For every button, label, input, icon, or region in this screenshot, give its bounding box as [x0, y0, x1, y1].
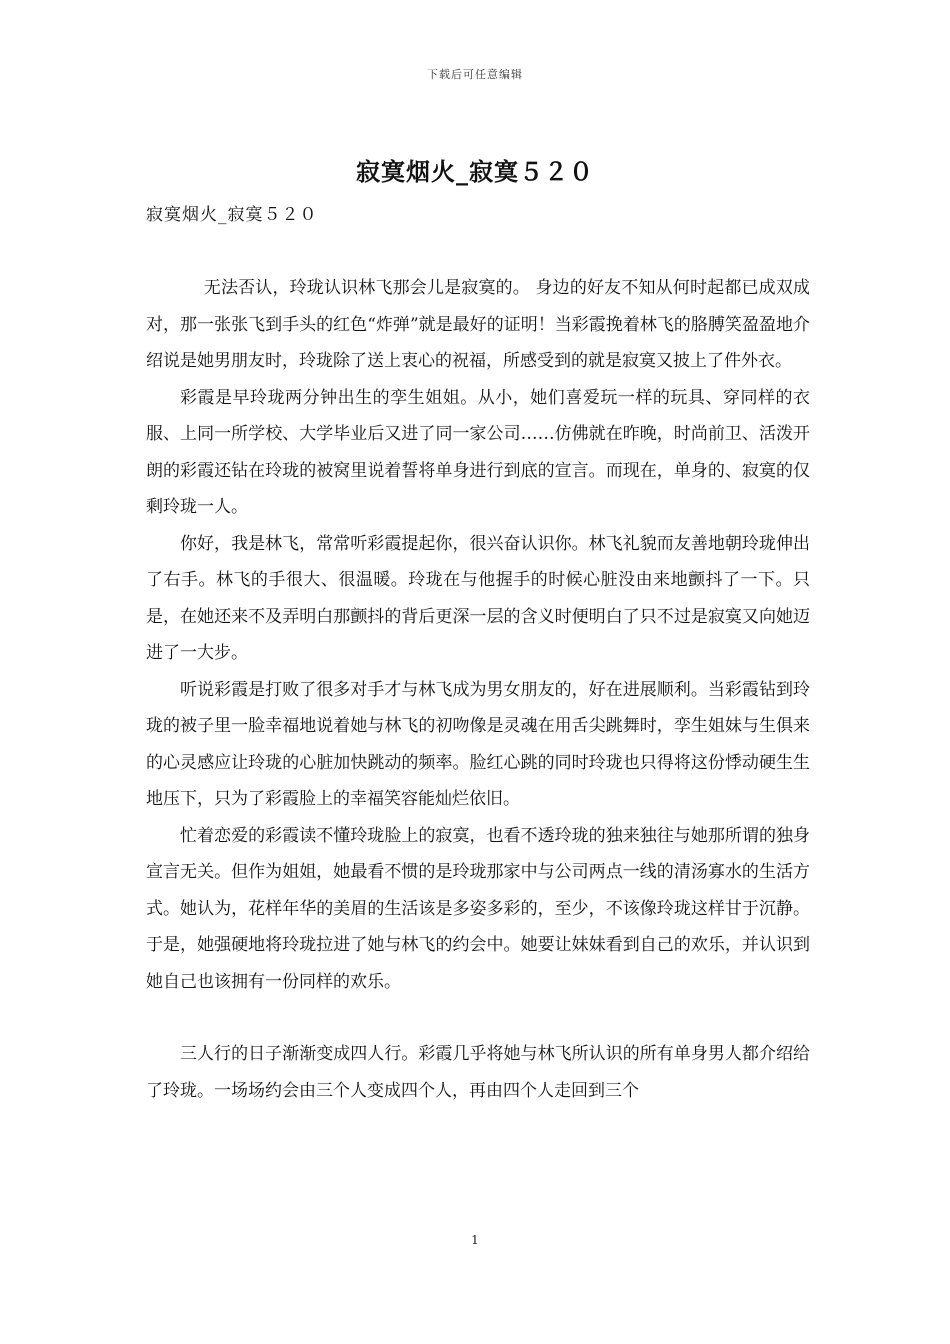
page-number: 1: [471, 1233, 479, 1247]
paragraph: 彩霞是早玲珑两分钟出生的孪生姐姐。从小，她们喜爱玩一样的玩具、穿同样的衣服、上同一所学校、大学毕业后又进了同一家公司……仿佛就在昨晚，时尚前卫、活泼开朗的彩霞还钻在玲珑的被窝里说着誓将单身进行到底的宣言。而现在，单身的、寂寞的仅剩玲珑一人。: [146, 387, 810, 517]
paragraph: 三人行的日子渐渐变成四人行。彩霞几乎将她与林飞所认识的所有单身男人都介绍给了玲珑。一场场约会由三个人变成四个人，再由四个人走回到三个: [146, 1044, 810, 1101]
article-body: [146, 270, 810, 1109]
header-note: 下载后可任意编辑: [427, 68, 523, 81]
paragraph: 听说彩霞是打败了很多对手才与林飞成为男女朋友的，好在进展顺利。当彩霞钻到玲珑的被子里一脸幸福地说着她与林飞的初吻像是灵魂在用舌尖跳舞时，孪生姐妹与生俱来的心灵感应让玲珑的心脏加快跳动的频率。脸红心跳的同时玲珑也只得将这份悸动硬生生地压下，只为了彩霞脸上的幸福笑容能灿烂依旧。: [146, 679, 810, 809]
paragraph: 忙着恋爱的彩霞读不懂玲珑脸上的寂寞，也看不透玲珑的独来独往与她那所谓的独身宣言无关。但作为姐姐，她最看不惯的是玲珑那家中与公司两点一线的清汤寡水的生活方式。她认为，花样年华的美眉的生活该是多姿多彩的，至少，不该像玲珑这样甘于沉静。于是，她强硬地将玲珑拉进了她与林飞的约会中。她要让妹妹看到自己的欢乐，并认识到她自己也该拥有一份同样的欢乐。: [146, 825, 810, 992]
document-subtitle: 寂寞烟火_寂寞５２０: [146, 205, 318, 225]
paragraph: 你好，我是林飞，常常听彩霞提起你，很兴奋认识你。林飞礼貌而友善地朝玲珑伸出了右手。林飞的手很大、很温暖。玲珑在与他握手的时候心脏没由来地颤抖了一下。只是，在她还来不及弄明白那颤抖的背后更深一层的含义时便明白了只不过是寂寞又向她迈进了一大步。: [146, 533, 810, 663]
paragraph: 无法否认，玲珑认识林飞那会儿是寂寞的。 身边的好友不知从何时起都已成双成对，那一张张飞到手头的红色“炸弹”就是最好的证明！当彩霞挽着林飞的胳膊笑盈盈地介绍说是她男朋友时，玲珑除了送上衷心的祝福，所感受到的就是寂寞又披上了件外衣。: [146, 278, 810, 371]
document-title: 寂寞烟火_寂寞５２０: [356, 157, 594, 186]
